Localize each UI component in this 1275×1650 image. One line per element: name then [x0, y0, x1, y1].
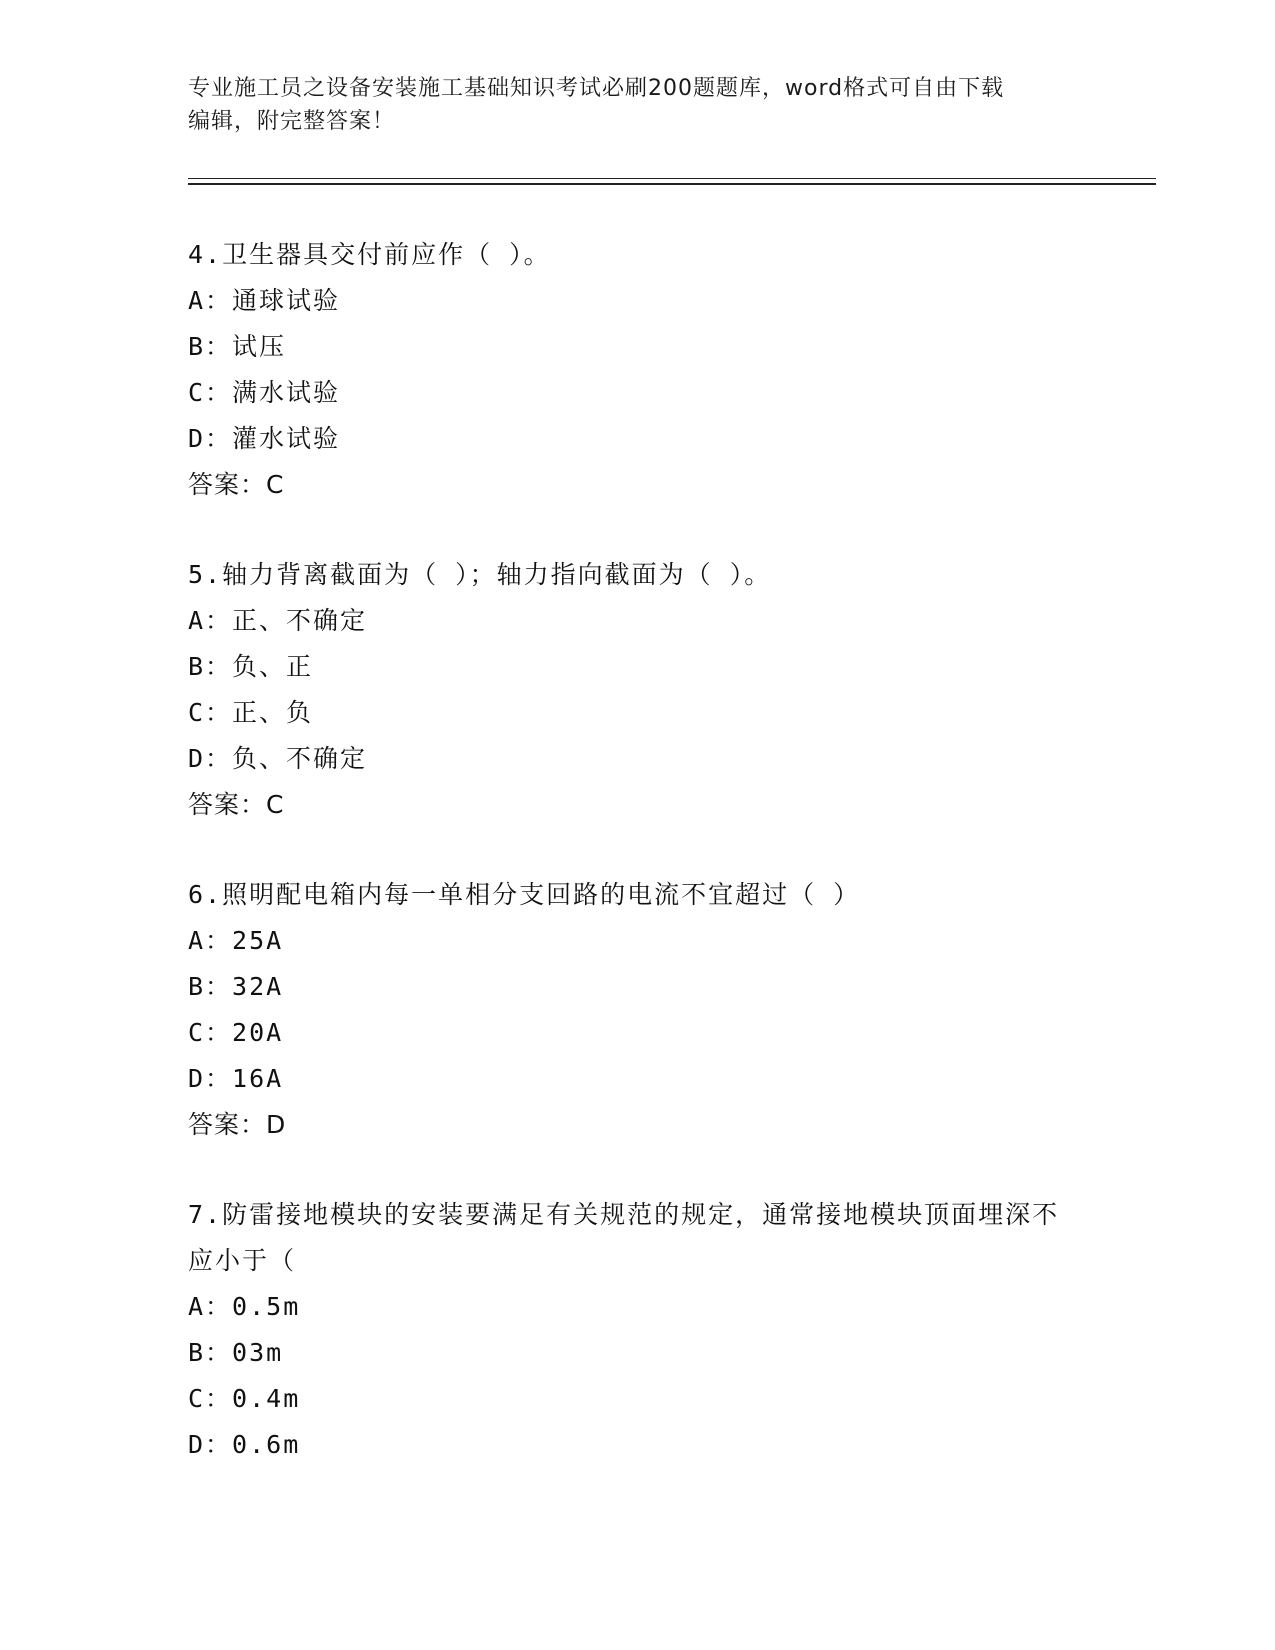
question-block — [188, 1192, 1068, 1468]
option-d: D：0.6m — [188, 1430, 301, 1459]
option-b: B：试压 — [188, 332, 287, 361]
option-c: C：20A — [188, 1018, 284, 1047]
question-stem: 6.照明配电箱内每一单相分支回路的电流不宜超过（ ） — [188, 880, 861, 909]
option-d: D：16A — [188, 1064, 284, 1093]
question-stem: 4.卫生器具交付前应作（ ）。 — [188, 240, 551, 269]
option-a: A：正、不确定 — [188, 606, 368, 635]
option-a: A：25A — [188, 926, 284, 955]
option-d: D：负、不确定 — [188, 744, 368, 773]
header-divider-bottom — [188, 183, 1156, 185]
question-block — [188, 552, 1068, 828]
question-stem: 7.防雷接地模块的安装要满足有关规范的规定，通常接地模块顶面埋深不应小于（ — [188, 1200, 1060, 1275]
option-c: C：满水试验 — [188, 378, 341, 407]
answer: 答案：C — [188, 470, 285, 499]
option-c: C：0.4m — [188, 1384, 301, 1413]
question-block — [188, 872, 1068, 1148]
answer: 答案：D — [188, 1110, 287, 1139]
document-header — [188, 72, 1068, 138]
option-a: A：0.5m — [188, 1292, 301, 1321]
option-c: C：正、负 — [188, 698, 314, 727]
question-block — [188, 232, 1068, 508]
header-line-2: 编辑，附完整答案！ — [188, 109, 396, 134]
option-b: B：03m — [188, 1338, 284, 1367]
option-b: B：32A — [188, 972, 284, 1001]
header-divider-top — [188, 178, 1156, 179]
option-b: B：负、正 — [188, 652, 314, 681]
option-a: A：通球试验 — [188, 286, 341, 315]
question-stem: 5.轴力背离截面为（ ）；轴力指向截面为（ ）。 — [188, 560, 772, 589]
option-d: D：灌水试验 — [188, 424, 341, 453]
answer: 答案：C — [188, 790, 285, 819]
header-line-1: 专业施工员之设备安装施工基础知识考试必刷200题题库，word格式可自由下载 — [188, 76, 1005, 101]
